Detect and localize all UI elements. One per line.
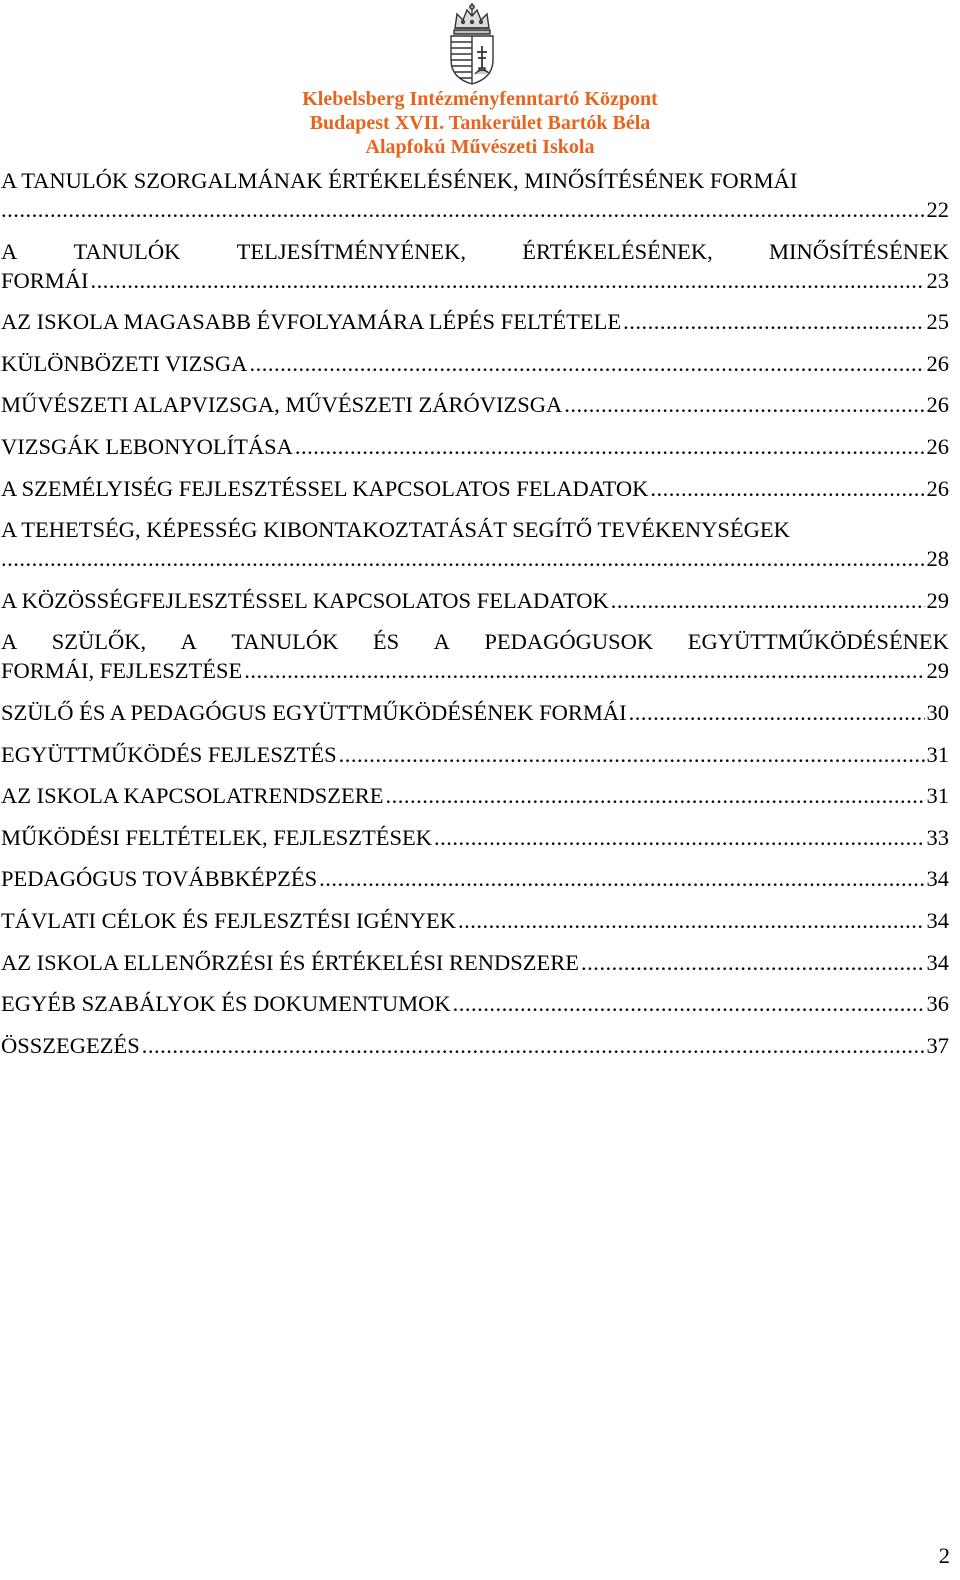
- toc-entry-line: [1, 390, 949, 419]
- toc-entry-word: MINŐSÍTÉSÉNEK: [768, 238, 949, 264]
- toc-entry-line: [1, 823, 949, 852]
- toc-entry-title: AZ ISKOLA KAPCSOLATRENDSZERE: [1, 783, 384, 809]
- toc-entry-title: A TANULÓK SZORGALMÁNAK ÉRTÉKELÉSÉNEK, MINŐSÍTÉSÉNEK FORMÁI: [1, 168, 798, 193]
- toc-entry-title: MŰVÉSZETI ALAPVIZSGA, MŰVÉSZETI ZÁRÓVIZSGA: [1, 392, 563, 418]
- dot-leader: [249, 349, 924, 378]
- dot-leader: [142, 1031, 925, 1060]
- toc-entry[interactable]: [1, 698, 949, 727]
- toc-entry-line: [1, 864, 949, 893]
- dot-leader: [1, 544, 925, 573]
- toc-entry-line: [1, 166, 949, 195]
- dot-leader: [91, 266, 925, 295]
- toc-entry-page: 29: [926, 587, 949, 613]
- toc-entry-title: ÖSSZEGEZÉS: [1, 1032, 140, 1058]
- toc-entry-page: 30: [926, 699, 949, 725]
- toc-entry-title: FORMÁI: [1, 267, 89, 293]
- toc-entry-line: [1, 906, 949, 935]
- toc-entry-word: TANULÓK: [73, 238, 181, 264]
- org-name-line-1: Klebelsberg Intézményfenntartó Központ: [302, 88, 658, 110]
- toc-entry-page: 34: [926, 907, 949, 933]
- toc-entry-page: 28: [926, 546, 949, 572]
- dot-leader: [453, 989, 925, 1018]
- toc-entry-line: [1, 237, 949, 266]
- toc-entry-word: SZÜLŐK,: [51, 629, 147, 655]
- dot-leader: [1, 195, 925, 224]
- hungarian-coat-of-arms-icon: [441, 2, 503, 86]
- dot-leader: [458, 906, 925, 935]
- toc-entry-word: A: [1, 238, 18, 264]
- toc-entry-word: PEDAGÓGUSOK: [484, 629, 654, 655]
- toc-entry-word: ÉS: [372, 629, 400, 655]
- toc-entry-page: 31: [926, 783, 949, 809]
- toc-entry-title: TÁVLATI CÉLOK ÉS FEJLESZTÉSI IGÉNYEK: [1, 907, 456, 933]
- toc-entry[interactable]: [1, 627, 949, 685]
- toc-entry[interactable]: [1, 586, 949, 615]
- toc-entry-title: A SZEMÉLYISÉG FEJLESZTÉSSEL KAPCSOLATOS FELADATOK: [1, 475, 649, 501]
- toc-entry-page: 37: [926, 1032, 949, 1058]
- toc-entry-line: [1, 474, 949, 503]
- toc-entry-line: [1, 586, 949, 615]
- toc-entry-page: 34: [926, 949, 949, 975]
- dot-leader: [244, 656, 924, 685]
- org-name-line-3: Alapfokú Művészeti Iskola: [365, 136, 595, 158]
- toc-entry[interactable]: [1, 432, 949, 461]
- toc-entry-title: A TEHETSÉG, KÉPESSÉG KIBONTAKOZTATÁSÁT SEGÍTŐ TEVÉKENYSÉGEK: [1, 517, 790, 543]
- dot-leader: [434, 823, 924, 852]
- toc-entry-title: EGYÜTTMŰKÖDÉS FEJLESZTÉS: [1, 741, 337, 767]
- toc-entry[interactable]: [1, 740, 949, 769]
- toc-entry-word: A: [433, 629, 450, 655]
- toc-entry-line: [1, 698, 949, 727]
- toc-entry-page: 22: [926, 197, 949, 222]
- toc-entry-line: [1, 307, 949, 336]
- toc-entry[interactable]: [1, 989, 949, 1018]
- toc-entry[interactable]: [1, 307, 949, 336]
- toc-entry[interactable]: [1, 237, 949, 295]
- toc-entry-word: EGYÜTTMŰKÖDÉSÉNEK: [687, 629, 949, 655]
- dot-leader: [629, 698, 925, 727]
- toc-entry-page: 26: [926, 475, 949, 501]
- dot-leader: [319, 864, 924, 893]
- toc-entry[interactable]: [1, 390, 949, 419]
- toc-entry[interactable]: [1, 864, 949, 893]
- toc-entry-line: [1, 948, 949, 977]
- toc-entry-page: 26: [926, 392, 949, 418]
- dot-leader: [623, 307, 924, 336]
- dot-leader: [339, 740, 925, 769]
- toc-entry-page: 29: [926, 658, 949, 684]
- org-name-line-2: Budapest XVII. Tankerület Bartók Béla: [309, 112, 651, 134]
- toc-entry-line: [1, 432, 949, 461]
- toc-entry-title: EGYÉB SZABÁLYOK ÉS DOKUMENTUMOK: [1, 991, 451, 1017]
- dot-leader: [386, 781, 925, 810]
- toc-entry-page: 25: [926, 309, 949, 335]
- toc-entry-line: [1, 195, 949, 224]
- toc-entry-title: AZ ISKOLA ELLENŐRZÉSI ÉS ÉRTÉKELÉSI RENDSZERE: [1, 949, 579, 975]
- toc-entry-line: [1, 1031, 949, 1060]
- toc-entry-word: ÉRTÉKELÉSÉNEK,: [522, 238, 713, 264]
- toc-entry-title: KÜLÖNBÖZETI VIZSGA: [1, 350, 248, 376]
- toc-entry-line: [1, 781, 949, 810]
- toc-entry-line: [1, 627, 949, 656]
- dot-leader: [581, 948, 925, 977]
- page-number: 2: [938, 1543, 950, 1568]
- toc-entry-page: 33: [926, 824, 949, 850]
- table-of-contents: [1, 166, 949, 1072]
- toc-entry-title: VIZSGÁK LEBONYOLÍTÁSA: [1, 433, 293, 459]
- toc-entry-page: 31: [926, 741, 949, 767]
- toc-entry[interactable]: [1, 1031, 949, 1060]
- toc-entry-title: SZÜLŐ ÉS A PEDAGÓGUS EGYÜTTMŰKÖDÉSÉNEK FORMÁI: [1, 699, 627, 725]
- toc-entry-word: A: [1, 629, 18, 655]
- toc-entry[interactable]: [1, 781, 949, 810]
- dot-leader: [611, 586, 925, 615]
- toc-entry[interactable]: [1, 823, 949, 852]
- toc-entry-page: 23: [926, 267, 949, 293]
- toc-entry-title: FORMÁI, FEJLESZTÉSE: [1, 658, 243, 684]
- dot-leader: [295, 432, 925, 461]
- dot-leader: [650, 474, 924, 503]
- dot-leader: [564, 390, 924, 419]
- toc-entry-line: [1, 740, 949, 769]
- toc-entry-title: AZ ISKOLA MAGASABB ÉVFOLYAMÁRA LÉPÉS FELTÉTELE: [1, 309, 622, 335]
- toc-entry-line: [1, 656, 949, 685]
- toc-entry[interactable]: [1, 906, 949, 935]
- toc-entry[interactable]: [1, 474, 949, 503]
- toc-entry-line: [1, 989, 949, 1018]
- toc-entry[interactable]: [1, 166, 949, 224]
- toc-entry-page: 26: [926, 350, 949, 376]
- toc-entry-line: [1, 515, 949, 544]
- toc-entry-word: TANULÓK: [231, 629, 339, 655]
- toc-entry-line: [1, 266, 949, 295]
- toc-entry-page: 26: [926, 433, 949, 459]
- toc-entry[interactable]: [1, 349, 949, 378]
- toc-entry-title: A KÖZÖSSÉGFEJLESZTÉSSEL KAPCSOLATOS FELADATOK: [1, 587, 609, 613]
- toc-entry[interactable]: [1, 948, 949, 977]
- toc-entry-word: TELJESÍTMÉNYÉNEK,: [236, 238, 466, 264]
- toc-entry-page: 36: [926, 991, 949, 1017]
- toc-entry-word: A: [180, 629, 197, 655]
- toc-entry-line: [1, 349, 949, 378]
- document-header: [0, 0, 960, 162]
- toc-entry-title: PEDAGÓGUS TOVÁBBKÉPZÉS: [1, 866, 318, 892]
- toc-entry-line: [1, 544, 949, 573]
- toc-entry[interactable]: [1, 515, 949, 573]
- toc-entry-title: MŰKÖDÉSI FELTÉTELEK, FEJLESZTÉSEK: [1, 824, 433, 850]
- toc-entry-page: 34: [926, 866, 949, 892]
